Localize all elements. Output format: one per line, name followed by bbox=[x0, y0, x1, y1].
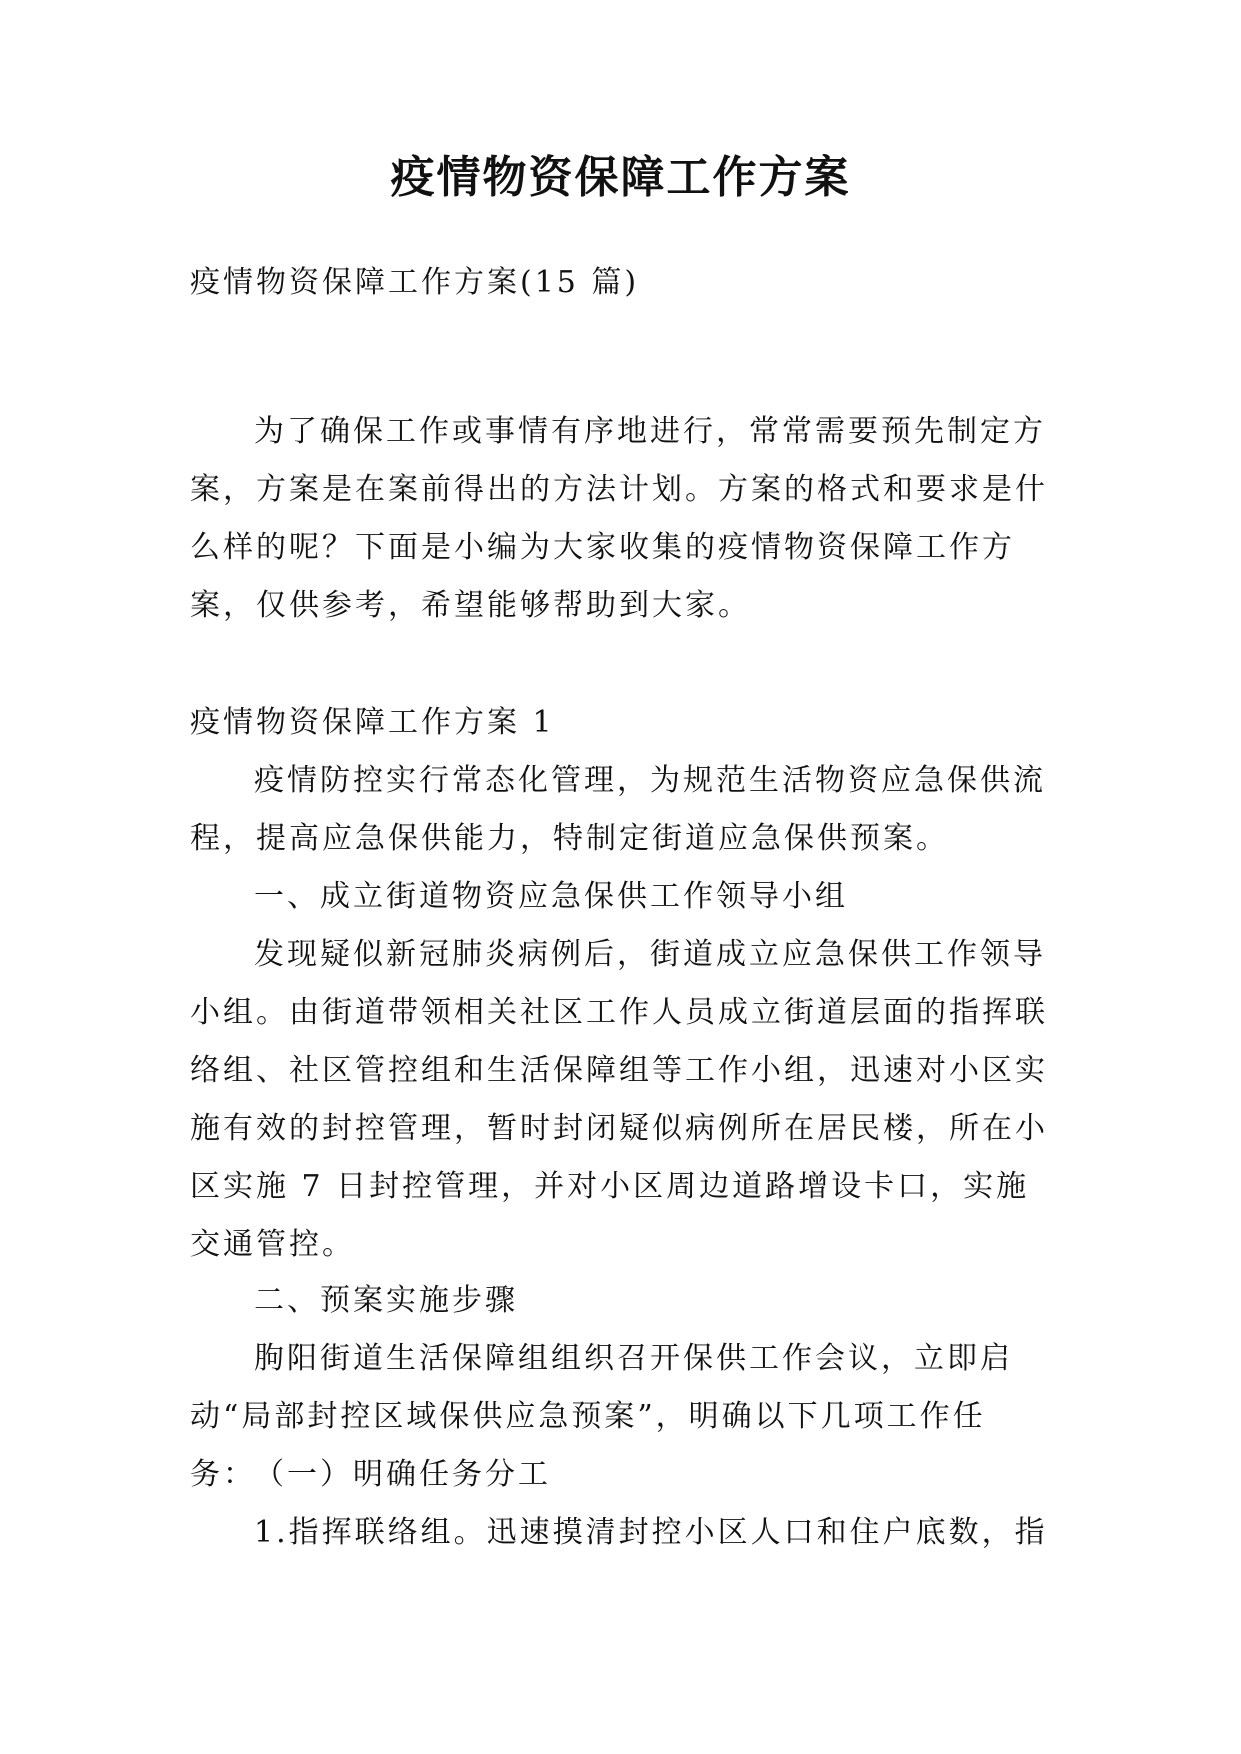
section-title: 疫情物资保障工作方案 1 bbox=[190, 705, 555, 740]
body-paragraph: 1.指挥联络组。迅速摸清封控小区人口和住户底数，指 bbox=[254, 1515, 1048, 1550]
subsection-heading: （一）明确任务分工 bbox=[254, 1457, 551, 1492]
body-paragraph: 发现疑似新冠肺炎病例后，街道成立应急保供工作领导小组。由街道带领相关社区工作人员成立街道层面的指挥联络组、社区管控组和生活保障组等工作小组，迅速对小区实施有效的封控管理，暂时封闭疑似病例所在居民楼，所在小区实施 7 日封控管理，并对小区周边道路增设卡口，实施交通管控。 bbox=[190, 937, 1048, 1262]
document-subtitle: 疫情物资保障工作方案(15 篇) bbox=[190, 265, 640, 300]
body-paragraph: 朐阳街道生活保障组组织召开保供工作会议，立即启动“局部封控区域保供应急预案”，明确以下几项工作任务： bbox=[190, 1341, 1013, 1492]
document-title: 疫情物资保障工作方案 bbox=[390, 152, 851, 203]
section-heading: 二、预案实施步骤 bbox=[254, 1283, 518, 1318]
section-heading: 一、成立街道物资应急保供工作领导小组 bbox=[254, 879, 848, 914]
body-paragraph: 疫情防控实行常态化管理，为规范生活物资应急保供流程，提高应急保供能力，特制定街道应急保供预案。 bbox=[190, 763, 1046, 856]
intro-paragraph: 为了确保工作或事情有序地进行，常常需要预先制定方案，方案是在案前得出的方法计划。方案的格式和要求是什么样的呢？下面是小编为大家收集的疫情物资保障工作方案，仅供参考，希望能够帮助到大家。 bbox=[190, 414, 1048, 623]
